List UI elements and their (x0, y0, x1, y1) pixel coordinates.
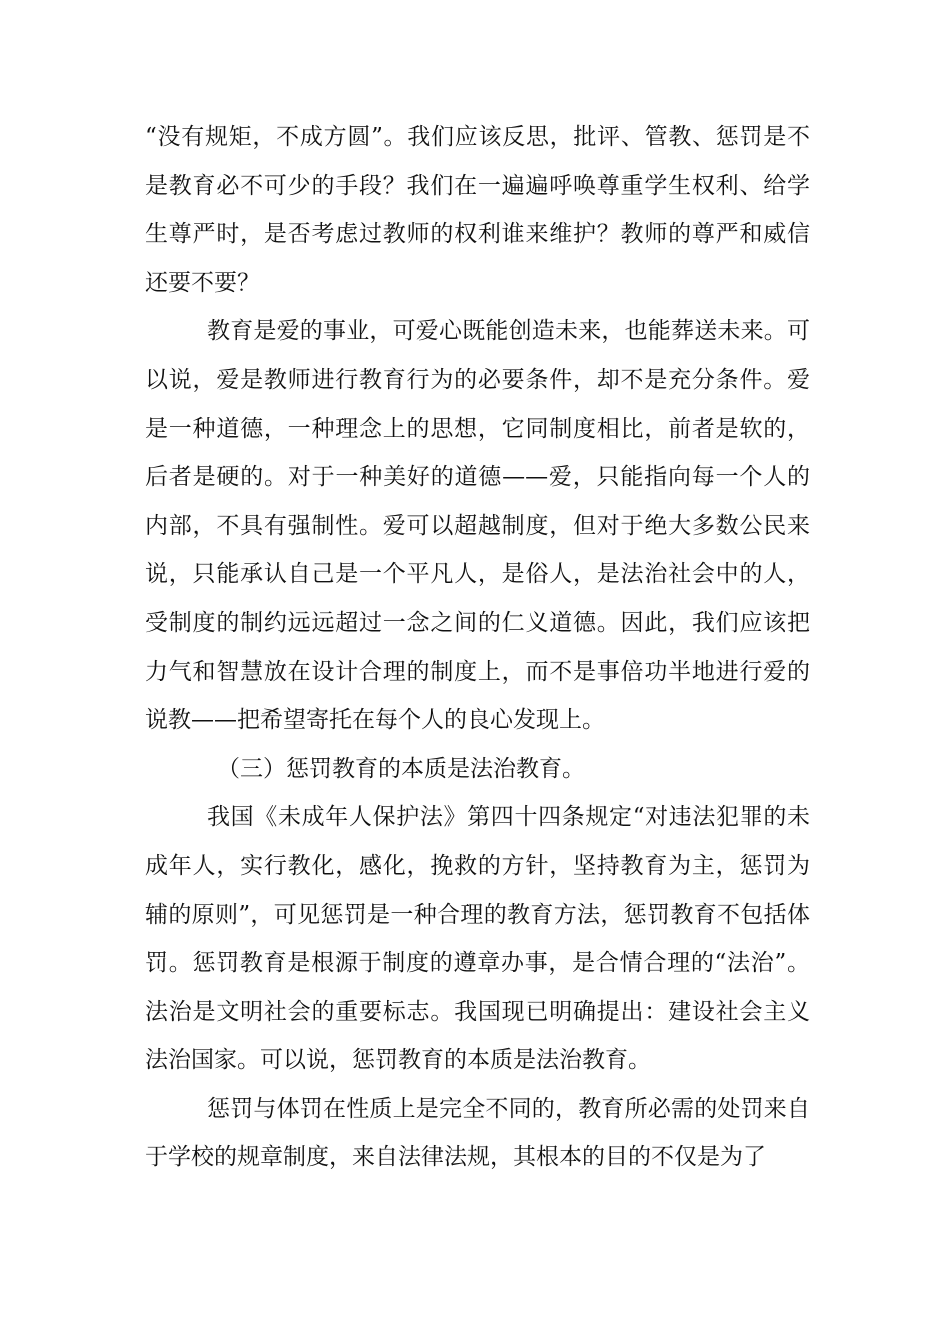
section-heading-punishment-essence: （三）惩罚教育的本质是法治教育。 (217, 755, 585, 782)
paragraph-punishment-vs-corporal: 惩罚与体罚在性质上是完全不同的，教育所必需的处罚来自于学校的规章制度，来自法律法规，其根本的目的不仅是为了 (145, 1095, 810, 1171)
paragraph-minor-protection-law: 我国《未成年人保护法》第四十四条规定“对违法犯罪的未成年人，实行教化，感化，挽救的方针，坚持教育为主，惩罚为辅的原则”，可见惩罚是一种合理的教育方法，惩罚教育不包括体罚。惩罚教育是根源于制度的遵章办事，是合情合理的“法治”。法治是文明社会的重要标志。我国现已明确提出：建设社会主义法治国家。可以说，惩罚教育的本质是法治教育。 (145, 804, 810, 1074)
document-body (145, 113, 810, 1182)
paragraph-love-and-system: 教育是爱的事业，可爱心既能创造未来，也能葬送未来。可以说，爱是教师进行教育行为的必要条件，却不是充分条件。爱是一种道德，一种理念上的思想，它同制度相比，前者是软的，后者是硬的。对于一种美好的道德——爱，只能指向每一个人的内部，不具有强制性。爱可以超越制度，但对于绝大多数公民来说，只能承认自己是一个平凡人，是俗人，是法治社会中的人，受制度的制约远远超过一念之间的仁义道德。因此，我们应该把力气和智慧放在设计合理的制度上，而不是事倍功半地进行爱的说教——把希望寄托在每个人的良心发现上。 (145, 318, 810, 734)
paragraph-rules-reflection: “没有规矩，不成方圆”。我们应该反思，批评、管教、惩罚是不是教育必不可少的手段？我们在一遍遍呼唤尊重学生权利、给学生尊严时，是否考虑过教师的权利谁来维护？教师的尊严和威信还要不要？ (145, 124, 810, 296)
